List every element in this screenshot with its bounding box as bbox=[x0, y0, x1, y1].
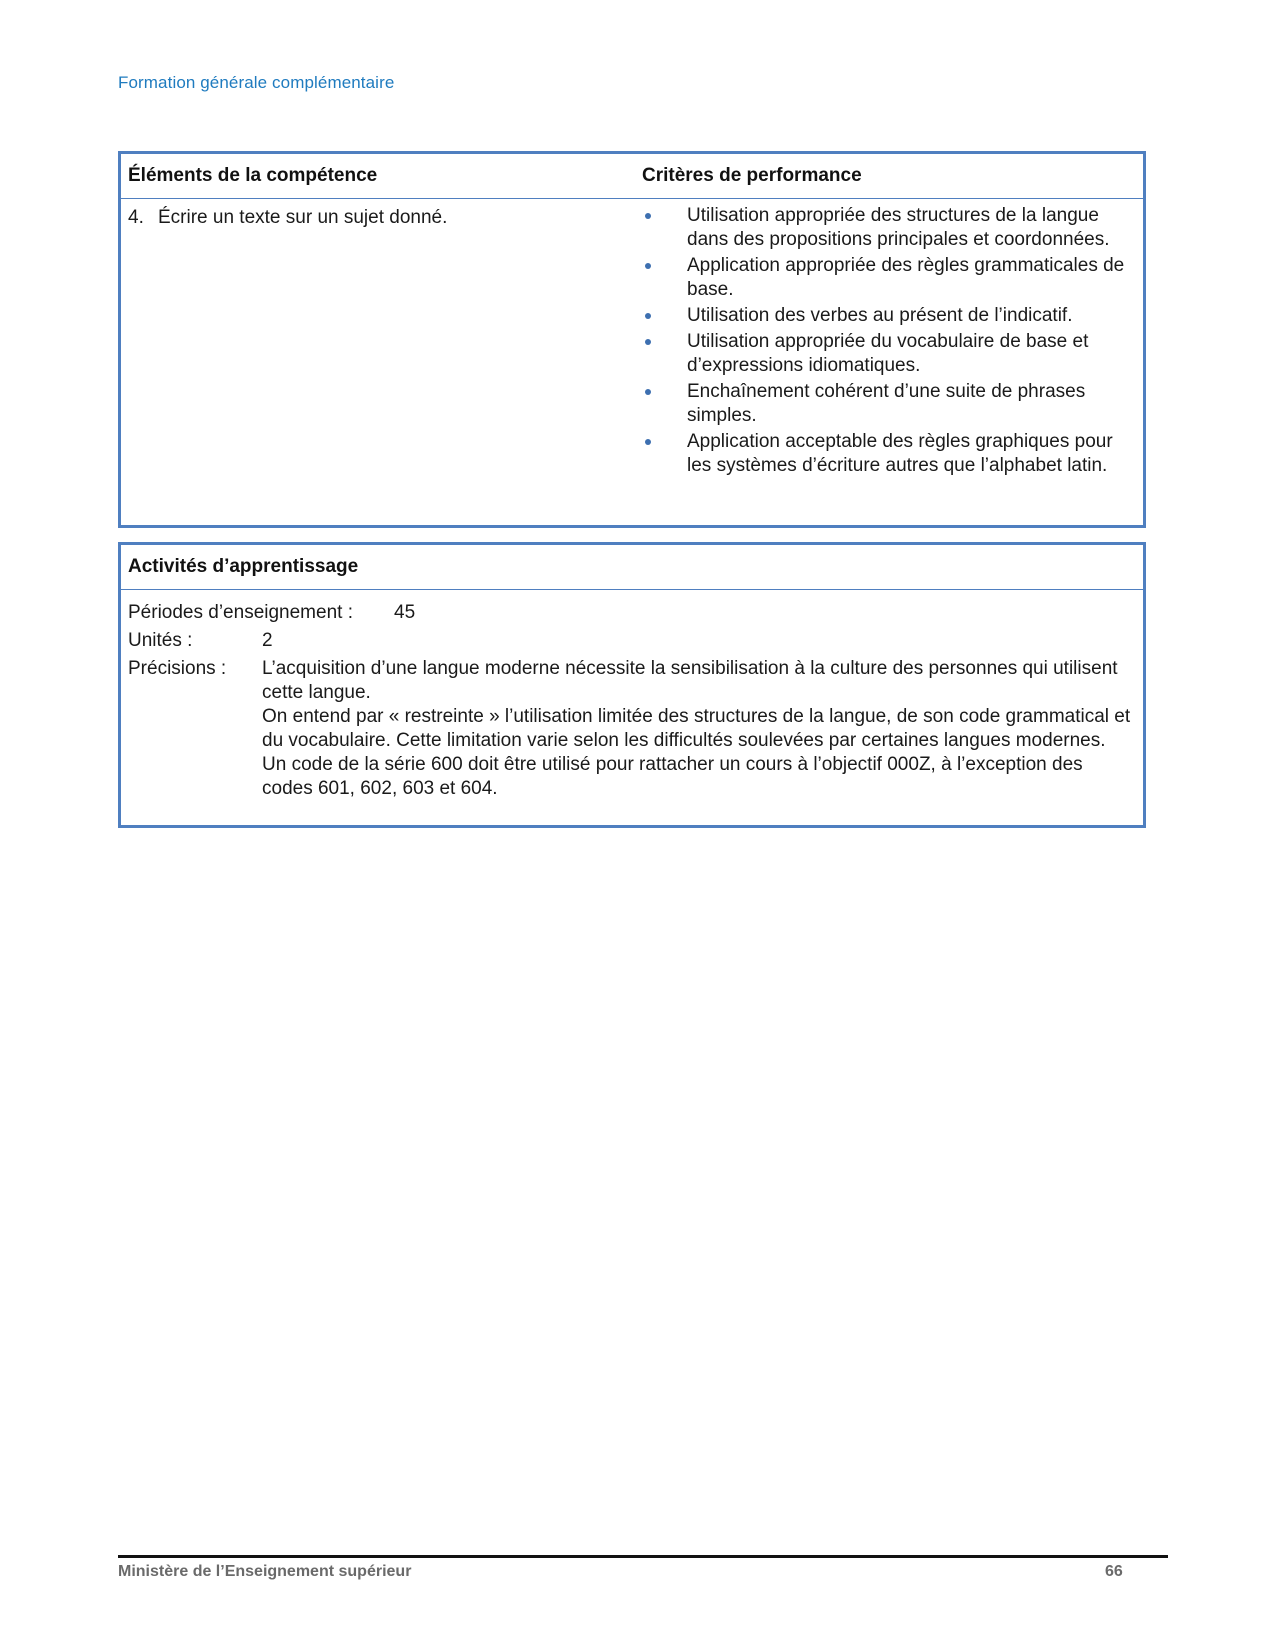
precision-paragraph: On entend par « restreinte » l’utilisation limitée des structures de la langue, de son code grammatical et du vocabulaire. Cette limitation varie selon les difficultés soulevées par certaines langues modernes. bbox=[262, 706, 1131, 751]
learning-activities-header bbox=[121, 545, 1143, 590]
learning-activities-title: Activités d’apprentissage bbox=[128, 556, 359, 577]
precision-paragraph: Un code de la série 600 doit être utilisé pour rattacher un cours à l’objectif 000Z, à l’exception des codes 601, 602, 603 et 604. bbox=[262, 754, 1083, 799]
precision-paragraph: L’acquisition d’une langue moderne nécessite la sensibilisation à la culture des personnes qui utilisent cette langue. bbox=[262, 658, 1118, 703]
competence-table-header bbox=[121, 154, 1143, 199]
criteria-text: Application appropriée des règles grammaticales de base. bbox=[687, 255, 1125, 300]
criteria-text: Utilisation appropriée des structures de la langue dans des propositions principales et coordonnées. bbox=[687, 205, 1110, 250]
precisions-text bbox=[262, 657, 1138, 801]
element-description: Écrire un texte sur un sujet donné. bbox=[158, 207, 448, 228]
periods-label: Périodes d’enseignement : bbox=[128, 602, 353, 623]
precisions-row bbox=[128, 657, 1138, 801]
periods-value: 45 bbox=[394, 602, 416, 623]
column-header-elements: Éléments de la compétence bbox=[128, 165, 378, 186]
footer-ministry: Ministère de l’Enseignement supérieur bbox=[118, 1563, 412, 1580]
criteria-item bbox=[642, 254, 1132, 302]
bullet-icon bbox=[645, 389, 651, 395]
competence-table bbox=[118, 151, 1146, 528]
learning-activities-table bbox=[118, 542, 1146, 828]
bullet-icon bbox=[645, 263, 651, 269]
criteria-text: Enchaînement cohérent d’une suite de phrases simples. bbox=[687, 381, 1086, 426]
footer-divider bbox=[118, 1555, 1168, 1558]
criteria-item bbox=[642, 380, 1132, 428]
bullet-icon bbox=[645, 213, 651, 219]
page-number: 66 bbox=[1105, 1563, 1123, 1580]
criteria-item bbox=[642, 304, 1132, 328]
column-header-criteria: Critères de performance bbox=[642, 165, 862, 186]
units-row bbox=[128, 629, 1138, 657]
criteria-text: Utilisation des verbes au présent de l’indicatif. bbox=[687, 305, 1073, 326]
units-label: Unités : bbox=[128, 630, 193, 651]
criteria-item bbox=[642, 430, 1132, 478]
criteria-item bbox=[642, 204, 1132, 252]
bullet-icon bbox=[645, 439, 651, 445]
criteria-text: Utilisation appropriée du vocabulaire de base et d’expressions idiomatiques. bbox=[687, 331, 1089, 376]
criteria-text: Application acceptable des règles graphiques pour les systèmes d’écriture autres que l’alphabet latin. bbox=[687, 431, 1113, 476]
criteria-list bbox=[642, 204, 1132, 480]
criteria-item bbox=[642, 330, 1132, 378]
document-section-title: Formation générale complémentaire bbox=[118, 73, 395, 92]
competence-element bbox=[128, 206, 447, 230]
learning-activities-body bbox=[128, 601, 1138, 801]
element-number: 4. bbox=[128, 207, 144, 228]
units-value: 2 bbox=[262, 630, 273, 651]
bullet-icon bbox=[645, 313, 651, 319]
periods-row bbox=[128, 601, 1138, 629]
precisions-label: Précisions : bbox=[128, 658, 227, 679]
bullet-icon bbox=[645, 339, 651, 345]
